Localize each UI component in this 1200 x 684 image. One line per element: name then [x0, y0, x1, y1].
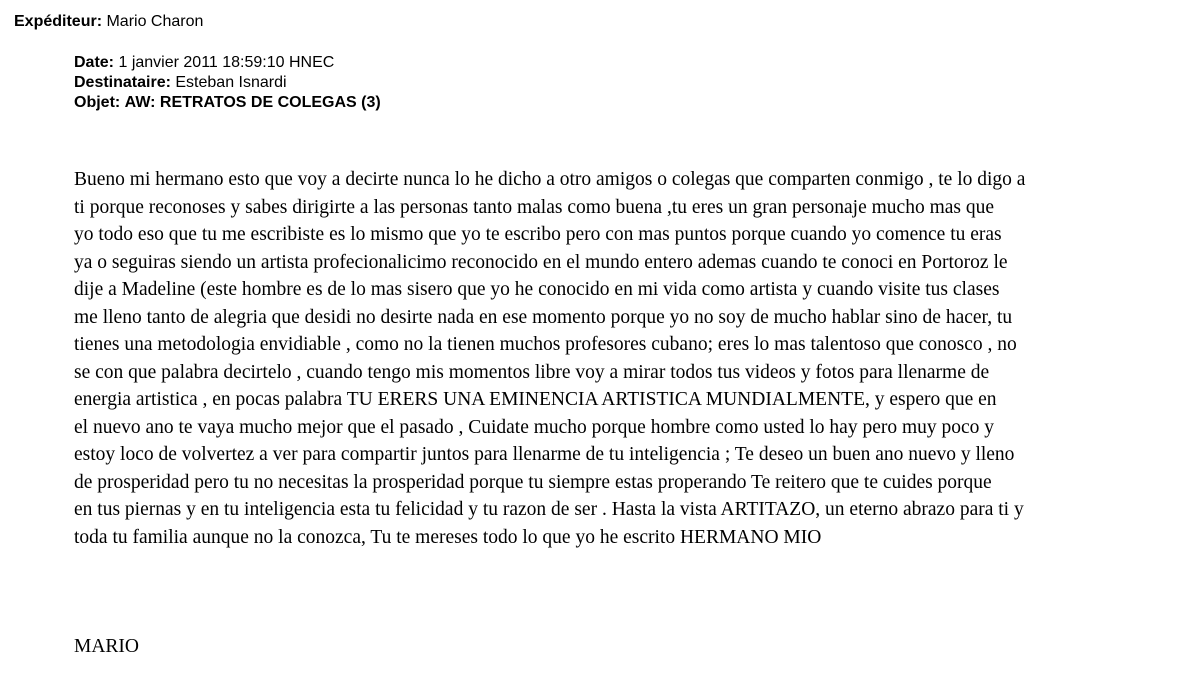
message-headers — [74, 53, 381, 113]
body-line: me lleno tanto de alegria que desidi no desirte nada en ese momento porque yo no soy de mucho hablar sino de hacer, tu — [74, 306, 1013, 328]
body-line: se con que palabra decirtelo , cuando tengo mis momentos libre voy a mirar todos tus videos y fotos para llenarme de — [74, 361, 990, 383]
body-line: tienes una metodologia envidiable , como no la tienen muchos profesores cubano; eres lo mas talentoso que conosco , no — [74, 334, 1017, 355]
signature: MARIO — [74, 636, 140, 657]
subject-label: Objet: — [74, 94, 121, 111]
message-body — [74, 166, 1164, 551]
body-line: energia artistica , en pocas palabra TU ERERS UNA EMINENCIA ARTISTICA MUNDIALMENTE, y espero que en — [74, 389, 997, 410]
sender-line — [14, 10, 203, 34]
body-line: de prosperidad pero tu no necesitas la prosperidad porque tu siempre estas properando Te reitero que te cuides porque — [74, 471, 992, 493]
date-label: Date: — [74, 54, 115, 71]
recipient-row — [74, 73, 381, 93]
date-row — [74, 53, 381, 73]
subject-value: AW: RETRATOS DE COLEGAS (3) — [124, 94, 381, 111]
body-line: ya o seguiras siendo un artista profecionalicimo reconocido en el mundo entero ademas cuando te conoci en Portoroz le — [74, 251, 1008, 273]
body-line: Bueno mi hermano esto que voy a decirte nunca lo he dicho a otro amigos o colegas que comparten conmigo , te lo digo a — [74, 169, 1026, 190]
body-line: ti porque reconoses y sabes dirigirte a las personas tanto malas como buena ,tu eres un gran personaje mucho mas que — [74, 196, 995, 218]
sender-label: Expéditeur: — [14, 13, 103, 30]
subject-row — [74, 93, 381, 113]
sender-name: Mario Charon — [106, 13, 204, 30]
recipient-label: Destinataire: — [74, 74, 171, 91]
body-line: yo todo eso que tu me escribiste es lo mismo que yo te escribo pero con mas puntos porque cuando yo comence tu eras — [74, 224, 1002, 245]
body-line: el nuevo ano te vaya mucho mejor que el pasado , Cuidate mucho porque hombre como usted lo hay pero muy poco y — [74, 416, 995, 438]
body-line: estoy loco de volvertez a ver para compartir juntos para llenarme de tu inteligencia ; Te deseo un buen ano nuevo y lleno — [74, 444, 1015, 465]
date-value: 1 janvier 2011 18:59:10 HNEC — [118, 54, 335, 71]
body-line: en tus piernas y en tu inteligencia esta tu felicidad y tu razon de ser . Hasta la vista ARTITAZO, un eterno abrazo para ti y — [74, 499, 1024, 520]
body-line: dije a Madeline (este hombre es de lo mas sisero que yo he conocido en mi vida como artista y cuando visite tus clases — [74, 279, 1000, 300]
recipient-value: Esteban Isnardi — [175, 74, 287, 91]
body-line: toda tu familia aunque no la conozca, Tu te mereses todo lo que yo he escrito HERMANO MIO — [74, 526, 822, 548]
